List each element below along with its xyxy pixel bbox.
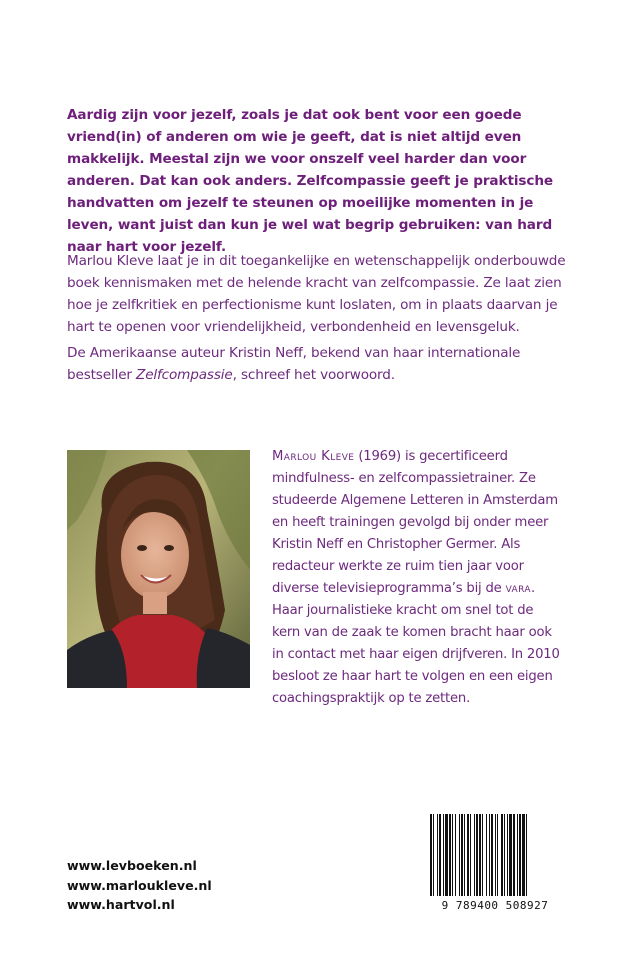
isbn-number: 9 789400 508927 bbox=[441, 899, 549, 912]
description-paragraph: Marlou Kleve laat je in dit toegankelijke en wetenschappelijk onderbouwde boek kennismaken met de helende kracht van zelfcompassie. Ze laat zien hoe je zelfkritiek en perfectionisme kunt loslaten, om in plaats daarvan je hart te openen voor vriendelijkheid, verbondenheid en levensgeluk. bbox=[67, 253, 566, 335]
author-bio-text-1: (1969) is gecertificeerd mindfulness- en zelfcompassietrainer. Ze studeerde Algemene Letteren in Amsterdam en heeft trainingen gevolgd bij onder meer Kristin Neff en Christopher Germer. Als redacteur werkte ze ruim tien jaar voor diverse televisieprogramma’s bij de bbox=[272, 449, 558, 596]
intro-paragraph: Aardig zijn voor jezelf, zoals je dat ook bent voor een goede vriend(in) of anderen om wie je geeft, dat is niet altijd even makkelijk. Meestal zijn we voor onszelf veel harder dan voor anderen. Dat kan ook anders. Zelfcompassie geeft je praktische handvatten om jezelf te steunen op moeilijke momenten in je leven, want juist dan kun je wel wat begrip gebruiken: van hard naar hart voor jezelf. bbox=[67, 107, 554, 255]
foreword-text-after: , schreef het voorwoord. bbox=[232, 367, 395, 383]
website-link[interactable]: www.marloukleve.nl bbox=[67, 877, 212, 893]
website-link[interactable]: www.hartvol.nl bbox=[67, 897, 175, 912]
author-name: Marlou Kleve bbox=[272, 449, 355, 464]
author-bio bbox=[272, 446, 562, 710]
foreword-paragraph bbox=[67, 342, 567, 386]
broadcaster-name: vara bbox=[505, 581, 531, 596]
book-title: Zelfcompassie bbox=[136, 367, 233, 383]
foreword-text-before: De Amerikaanse auteur Kristin Neff, bekend van haar internationale bestseller bbox=[67, 345, 521, 383]
website-links bbox=[67, 856, 212, 915]
author-photo bbox=[67, 450, 250, 688]
author-bio-text-2: . Haar journalistieke kracht om snel tot de kern van de zaak te komen bracht haar ook in contact met haar eigen drijfveren. In 2010 besloot ze haar hart te volgen en een eigen coachingspraktijk op te zetten. bbox=[272, 581, 560, 706]
website-link[interactable]: www.levboeken.nl bbox=[67, 858, 197, 873]
